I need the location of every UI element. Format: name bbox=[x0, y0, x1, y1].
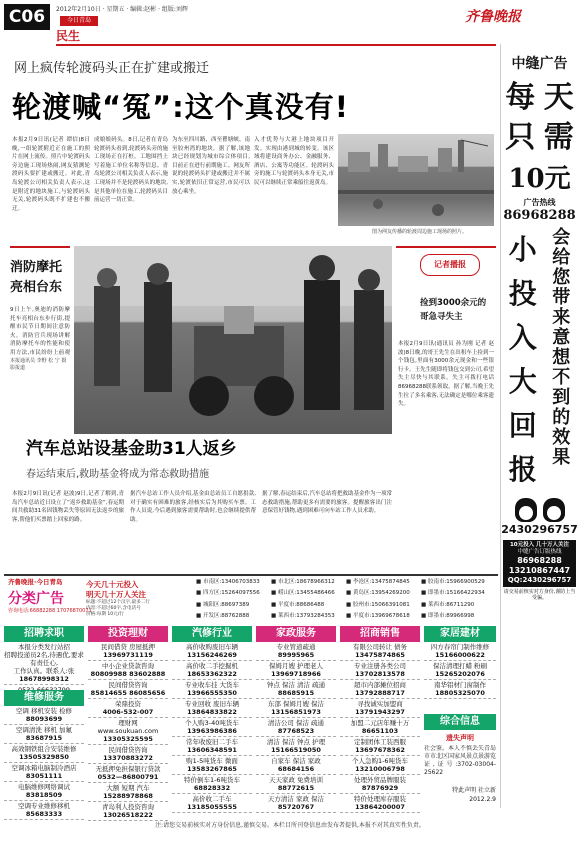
ad-line: 85720767 bbox=[277, 803, 315, 811]
region-contact: ■ 莱西市:13793284353 bbox=[271, 613, 335, 620]
sidebar-price: 10元 bbox=[508, 164, 571, 194]
sidebar-promo: 10元投入 几十万人关注 bbox=[509, 542, 570, 548]
classified-ad bbox=[88, 699, 168, 718]
classified-ad bbox=[340, 756, 420, 775]
slogan-char: 不 bbox=[552, 367, 571, 388]
ad-line: 保洁清理打蜡 粉刷 bbox=[432, 662, 488, 670]
category-home bbox=[424, 626, 496, 699]
classified-ad bbox=[256, 699, 336, 718]
sidebar-hotline-label: 广告热线 bbox=[523, 197, 556, 207]
ad-line: 15166519050 bbox=[271, 746, 321, 754]
classified-ad bbox=[340, 718, 420, 737]
ad-line: 空调专业维修移机 bbox=[18, 802, 70, 810]
lead-column-3: 为东至四川路、西至瞿塘峡、南至胶州湾的地块。据了解,该地块已经规划为城市综合体项目,目前正在进行前期施工。网友所说的轮渡码头扩建或搬迁并不属实,轮渡依旧正常运营,市民可以放心乘坐。 bbox=[172, 137, 250, 195]
ad-line: 招聘投递员2名,待遇优,要求有责任心, bbox=[4, 651, 84, 667]
story4-title: 汽车总站设基金助31人返乡 bbox=[26, 439, 237, 459]
penguin-icons bbox=[501, 498, 578, 522]
ad-line: 高价收二手挖掘机 bbox=[186, 662, 238, 670]
story4-subhead: 春运结束后,救助基金将成为常态救助措施 bbox=[26, 469, 210, 480]
story2-body: 9日上午,奥迪的消防摩托车亮相台东步行街,提醒市民节日期间注意防火。消防官兵现场讲解消防摩托车的性能和使用方法,市民纷纷上前观 bbox=[10, 307, 70, 356]
region-contact: ■ 莱西市:86711290 bbox=[421, 601, 475, 608]
classified-ad bbox=[88, 642, 168, 661]
ad-line: 大额 短期 汽车 bbox=[106, 784, 150, 792]
ad-line: 个人急购1-6吨货车 bbox=[351, 757, 409, 765]
sidebar-slogan bbox=[501, 228, 578, 492]
promo-line-1: 今天几十元投入 bbox=[86, 580, 139, 589]
ad-line: 专业收车挂 大货车 bbox=[184, 681, 240, 689]
ad-line: 空调 移机安装 检修 bbox=[15, 707, 73, 715]
category-repair bbox=[4, 690, 84, 820]
classified-ad bbox=[172, 661, 252, 680]
slogan-char: 入 bbox=[508, 321, 537, 354]
ad-line: 85683333 bbox=[25, 810, 63, 818]
ad-line: 88772615 bbox=[277, 784, 315, 792]
classified-ad bbox=[256, 756, 336, 775]
ad-line: 88685915 bbox=[277, 689, 315, 697]
classified-ad bbox=[88, 718, 168, 745]
region-contact: ■ 市北区:18678966312 bbox=[271, 579, 335, 585]
sidebar-note: 请交易前核实对方身份,谨防上当受骗。 bbox=[503, 589, 576, 601]
story3-title: 捡到3000余元的哥急寻失主 bbox=[420, 298, 487, 322]
sidebar-order-box bbox=[503, 540, 576, 587]
ad-line: 18805325070 bbox=[435, 689, 485, 697]
slogan-char: 您 bbox=[552, 267, 571, 288]
char-mei: 每 bbox=[505, 80, 536, 115]
classified-ad bbox=[4, 763, 84, 782]
promo-rule: 内容:不超过60字,含电话号 bbox=[86, 606, 141, 611]
category-finance bbox=[88, 626, 168, 821]
lead-subhead: 网上疯传轮渡码头正在扩建或搬迁 bbox=[14, 61, 210, 76]
issue-info: 2012年2月10日 · 星期五 · 编辑:赵彬 · 组版:刘辉 bbox=[56, 6, 188, 13]
ad-line: 0532—86800791 bbox=[97, 773, 159, 781]
ad-line: 荣鼎投资 bbox=[115, 700, 141, 708]
reporter-badge bbox=[420, 254, 480, 276]
char-xu: 需 bbox=[543, 120, 574, 155]
ad-line: 加盟二元店年赚十万 bbox=[350, 719, 410, 727]
ad-line: 18678998312 bbox=[19, 675, 69, 683]
classified-ad bbox=[172, 642, 252, 661]
slogan-char: 给 bbox=[552, 247, 571, 268]
category-header: 招聘求职 bbox=[4, 626, 84, 642]
sidebar-hotline: 86968288 bbox=[503, 208, 576, 223]
classified-ad bbox=[340, 775, 420, 794]
classified-ad bbox=[172, 737, 252, 756]
classified-ad bbox=[340, 737, 420, 756]
ad-line: 13156246269 bbox=[187, 651, 237, 659]
lead-photo-caption: 图为网友传播的轮渡周边施工现场的照片。 bbox=[372, 229, 468, 235]
ad-line: 13864833822 bbox=[187, 708, 237, 716]
ad-line: 15166000622 bbox=[435, 651, 485, 659]
region-contact: ■ 胶州市:15066391081 bbox=[346, 601, 410, 608]
ad-line: 高效钢铁组合安装维修 bbox=[11, 745, 77, 753]
region-contact: ■ 黄岛区:13954269200 bbox=[346, 590, 410, 597]
ad-line: 13792888717 bbox=[355, 689, 405, 697]
ad-line: 15288978868 bbox=[103, 792, 153, 800]
ad-line: 购1-5吨货车 微面 bbox=[186, 757, 238, 765]
ad-line: 专业注册各类公司 bbox=[354, 662, 406, 670]
classified-ad bbox=[340, 661, 420, 680]
ad-line: 87768523 bbox=[277, 727, 315, 735]
slogan-right bbox=[552, 228, 570, 492]
category-header: 汽修行业 bbox=[172, 626, 252, 642]
classified-ad bbox=[88, 661, 168, 680]
classified-ad bbox=[88, 764, 168, 783]
ad-line: 13791943297 bbox=[355, 708, 405, 716]
sidebar-title: 中缝广告 bbox=[511, 56, 568, 72]
ad-line: 15265202076 bbox=[435, 670, 485, 678]
ad-line: 超市内部摊位招商 bbox=[354, 681, 406, 689]
ad-line: 83051111 bbox=[25, 772, 63, 780]
sidebar-phone-1: 86968288 bbox=[517, 556, 562, 565]
story4-column-1: 本报2月9日讯(记者 赵波)9日,记者了解到,青岛汽车总站近日设立了“返乡救助基金”,春运期间共救助31名因钱物丢失等原因无法返乡的旅客,帮他们买票踏上回家的路。 bbox=[12, 491, 124, 523]
classified-ad bbox=[172, 775, 252, 794]
ad-line: 13505329850 bbox=[19, 753, 69, 761]
ad-line: 天方清洁 家政 保洁 bbox=[267, 795, 325, 803]
classified-ad bbox=[88, 680, 168, 699]
ad-line: 13185055555 bbox=[187, 803, 237, 811]
slogan-char: 报 bbox=[508, 453, 537, 486]
notice-subhead: 遗失声明 bbox=[446, 734, 474, 742]
story3-body: 本报2月9日讯(通讯员 孙为刚 记者 赵波)8日晚,的哥王先生在出租车上捡到一个钱包,里面有3000余元现金和一些银行卡。王先生随即将钱包交到公司,希望失主尽快与其联系。失主可拨打电话86968288联系领取。据了解,当晚王先生拉了多名乘客,无法确定是哪位乘客遗失。 bbox=[398, 341, 494, 408]
region-contact: ■ 崂山区:13455486466 bbox=[271, 590, 335, 597]
slogan-char: 回 bbox=[508, 409, 537, 442]
char-zhi: 只 bbox=[505, 120, 536, 155]
promo-line-2: 明天几十万人关注 bbox=[86, 590, 146, 599]
ad-line: 理财网 bbox=[118, 719, 138, 727]
ad-line: 85814655 86085656 bbox=[90, 689, 166, 697]
region-contact: ■ 李沧区:13475874845 bbox=[346, 579, 410, 585]
slogan-char: 想 bbox=[552, 347, 571, 368]
ad-line: 13966555350 bbox=[187, 689, 237, 697]
ad-line: 民间借贷 房屋抵押 bbox=[100, 643, 156, 651]
char-tian: 天 bbox=[543, 80, 574, 115]
region-contact: ■ 即墨市:15166422934 bbox=[421, 590, 485, 597]
ad-line: 13583267865 bbox=[187, 765, 237, 773]
lead-column-4: 入才优势与大港上地块项目开发。实现由港到城的转变。该区域将建设商务办公、金融服务、酒店、公寓等功能区。轮渡码头旁的施工与轮渡码头本身无关,市民可以继续正常乘船往返黄岛。 bbox=[254, 137, 334, 186]
slogan-char: 带 bbox=[552, 287, 571, 308]
slogan-char: 意 bbox=[552, 327, 571, 348]
classified-ad bbox=[424, 642, 496, 661]
ad-line: 空调冰箱电脑制冷酒店 bbox=[11, 764, 77, 772]
story4-column-3: 据了解,春运结束后,汽车总站将把救助基金作为一项常态救助措施,帮助更多有需要的旅客。提醒旅客出门注意保管好钱物,遇到困难可向车站工作人员求助。 bbox=[262, 491, 392, 515]
classifieds-title: 分类广告 bbox=[8, 591, 64, 607]
edition-badge: 今日青岛 bbox=[60, 16, 98, 26]
classified-ad bbox=[256, 718, 336, 737]
ad-line: 清洁 保洁 钟点 护理 bbox=[266, 738, 326, 746]
story2-title: 消防摩托 亮相台东 bbox=[10, 260, 63, 295]
ad-line: 南华铝材门窗制作 bbox=[434, 681, 486, 689]
ad-line: 13864200007 bbox=[355, 803, 405, 811]
lead-column-1: 本报2月9日讯(记者 谭信)8日晚,一组轮渡附近正在施工的照片在网上流传。照片中轮渡码头旁边施工现场热闹,网友猜测轮渡码头要扩建或搬迁。对此,青岛轮渡公司相关负责人表示,这是附近的地块施工,与轮渡码头无关,轮渡码头既不扩建也不搬迁。 bbox=[12, 137, 90, 212]
ad-line: 工作认真。联系人:张 bbox=[13, 667, 75, 675]
lead-headline: 轮渡喊“冤”:这个真没有! bbox=[12, 90, 349, 124]
notice-sign: 特此声明 社立新 2012.2.9 bbox=[452, 787, 496, 803]
ad-line: 68828332 bbox=[193, 784, 231, 792]
margin-ad-sidebar bbox=[500, 44, 578, 808]
slogan-char: 投 bbox=[508, 277, 537, 310]
ad-line: 清洁公司 保洁 疏通 bbox=[267, 719, 325, 727]
promo-rules bbox=[86, 600, 150, 618]
classified-ad bbox=[4, 744, 84, 763]
ad-line: 68684156 bbox=[277, 765, 315, 773]
classified-ad bbox=[340, 794, 420, 813]
ad-line: 有限公司转让 债务 bbox=[352, 643, 408, 651]
ad-line: 13026518222 bbox=[103, 811, 153, 819]
category-header: 家政服务 bbox=[256, 626, 336, 642]
notice-box bbox=[424, 714, 496, 804]
ad-line: 89995965 bbox=[277, 651, 315, 659]
ad-line: 13697678362 bbox=[355, 746, 405, 754]
ad-line: 13370883272 bbox=[103, 754, 153, 762]
classified-ad bbox=[172, 794, 252, 813]
promo-rule: 价格:每期 10元/行 bbox=[86, 612, 124, 617]
ad-line: 13475874865 bbox=[355, 651, 405, 659]
category-header: 招商销售 bbox=[340, 626, 420, 642]
category-header: 维修服务 bbox=[4, 690, 84, 706]
slogan-char: 大 bbox=[508, 365, 537, 398]
ad-line: 高价收二手车 bbox=[192, 795, 232, 803]
ad-line: 88093699 bbox=[25, 715, 63, 723]
region-contact: ■ 市南区:13406703833 bbox=[196, 579, 260, 585]
classified-ad bbox=[340, 680, 420, 699]
category-jobs bbox=[4, 626, 84, 696]
construction-site-image bbox=[338, 134, 494, 226]
slogan-char: 来 bbox=[552, 307, 571, 328]
slogan-char: 到 bbox=[552, 387, 571, 408]
ad-line: 4006-532-007 bbox=[102, 708, 154, 716]
sidebar-qq-2: QQ:2430296757 bbox=[507, 576, 572, 584]
ad-line: 钟点 保洁 清洁 疏通 bbox=[266, 681, 326, 689]
story2-photo bbox=[74, 246, 392, 434]
ad-line: 个人购3-40吨货车 bbox=[185, 719, 239, 727]
ad-line: 保姆月嫂 护理老人 bbox=[268, 662, 324, 670]
ad-line: 专业回收 废旧车辆 bbox=[184, 700, 240, 708]
promo-rule: 标题:不超过12个汉字,最多二行 bbox=[86, 600, 150, 605]
story4-column-2: 据汽车总站工作人员介绍,基金由总站员工自愿捐款,对于确实有困难的旅客,经核实后为其购买车票。工作人员说,今后遇到旅客需要帮助时,也会继续提供帮助。 bbox=[130, 491, 256, 523]
region-contact: ■ 即墨市:89966998 bbox=[421, 613, 475, 620]
story2-credit: 本报通讯员 李野 松 宁 摄影报道 bbox=[10, 358, 67, 371]
ad-line: 民间借贷咨询 bbox=[108, 681, 148, 689]
slogan-char: 的 bbox=[552, 407, 571, 428]
slogan-char: 会 bbox=[552, 227, 571, 248]
ad-line: 东部 保姆月嫂 保洁 bbox=[267, 700, 325, 708]
ad-line: 80809988 83602888 bbox=[90, 670, 166, 678]
ad-line: 13969731119 bbox=[103, 651, 153, 659]
ad-line: 特价处理库存服装 bbox=[354, 795, 406, 803]
classified-ad bbox=[4, 782, 84, 801]
ad-line: 定制团体工装西服 bbox=[354, 738, 406, 746]
ad-line: 83687915 bbox=[25, 734, 63, 742]
lead-photo bbox=[338, 134, 494, 226]
region-contact: ■ 胶南市:15966900529 bbox=[421, 579, 485, 585]
sidebar-order-label: 中缝广告订版热线 bbox=[517, 549, 562, 555]
classified-ad bbox=[256, 775, 336, 794]
category-header: 投资理财 bbox=[88, 626, 168, 642]
ad-line: 本报分类发行站招 bbox=[18, 643, 70, 651]
region-contact: ■ 平度市:88686488 bbox=[271, 601, 325, 608]
ad-line: 13210006798 bbox=[355, 765, 405, 773]
category-business bbox=[340, 626, 420, 813]
slogan-char: 小 bbox=[508, 233, 537, 266]
classified-ad bbox=[172, 756, 252, 775]
classifieds-logo: 齐鲁晚报·今日青岛 bbox=[8, 578, 63, 586]
classified-ad bbox=[424, 661, 496, 680]
ad-line: 寻找诚实加盟商 bbox=[357, 700, 403, 708]
notice-body: 社会鉴。本人不慎丢失青岛市市北区国家风景点景游览证,证号:3702-03004-25622 bbox=[424, 745, 496, 777]
ad-line: www.soukuan.com bbox=[97, 727, 159, 735]
sidebar-phone-2: 13210867447 bbox=[508, 566, 571, 575]
ad-line: 四方春帘门制作维修 bbox=[430, 643, 490, 651]
lead-column-2: 成娘娘码头。8日,记者在青岛轮渡码头看到,轮渡码头旁的施工现场正在打桩。工地围挡上写着施工单位名称等信息。青岛轮渡公司相关负责人表示,施工现场并不是轮渡码头的地块,是其他单位在施工,轮渡码头目前运营一切正常。 bbox=[94, 137, 168, 204]
classified-ad bbox=[4, 801, 84, 820]
story3-rule bbox=[396, 246, 496, 254]
ad-line: 13156851973 bbox=[271, 708, 321, 716]
classified-ad bbox=[256, 737, 336, 756]
classified-ad bbox=[4, 706, 84, 725]
sidebar-only bbox=[501, 118, 578, 158]
qq-penguin-icon bbox=[515, 498, 537, 522]
classifieds-hotline: 咨询电话:66882288 17076870071 bbox=[8, 608, 92, 614]
category-header: 家居建材 bbox=[424, 626, 496, 642]
slogan-char: 效 bbox=[552, 427, 571, 448]
classified-ad bbox=[340, 699, 420, 718]
classified-ad bbox=[256, 642, 336, 661]
ad-line: 空调清洗 移机 加氟 bbox=[15, 726, 73, 734]
classified-ad bbox=[172, 718, 252, 737]
ad-line: 13702813578 bbox=[355, 670, 405, 678]
notice-header: 综合信息 bbox=[424, 714, 496, 730]
slogan-left bbox=[509, 228, 537, 492]
classified-ad bbox=[256, 661, 336, 680]
classified-ad bbox=[340, 642, 420, 661]
ad-line: 专业管道疏通 bbox=[276, 643, 316, 651]
ad-line: 83818509 bbox=[25, 791, 63, 799]
classified-ad bbox=[256, 680, 336, 699]
paper-logo: 齐鲁晚报 bbox=[465, 9, 521, 25]
region-contact: ■ 城阳区:88697389 bbox=[196, 601, 250, 608]
category-housekeeping bbox=[256, 626, 336, 813]
slogan-char: 果 bbox=[552, 447, 571, 468]
ad-line: 常年收废旧二手车 bbox=[186, 738, 238, 746]
sidebar-qq: 2430296757 bbox=[501, 523, 578, 536]
ad-line: 13305325595 bbox=[103, 735, 153, 743]
ad-line: 民间借贷咨询 bbox=[108, 746, 148, 754]
page-number: C06 bbox=[4, 4, 50, 30]
page-footer: 注:请您交易前核实对方身份信息,谨慎交易。本栏目所刊登信息由发布者提供,本报不对其真实性负责。 bbox=[155, 822, 425, 829]
classified-ad bbox=[172, 680, 252, 699]
classified-ad bbox=[424, 680, 496, 699]
region-contact: ■ 开发区:88762888 bbox=[196, 613, 250, 620]
sidebar-daily bbox=[501, 78, 578, 118]
classified-ad bbox=[88, 783, 168, 802]
ad-line: 无抵押免担保银行贷款 bbox=[95, 765, 161, 773]
header-rule bbox=[56, 44, 496, 46]
classified-ad bbox=[256, 794, 336, 813]
section-name: 民生 bbox=[56, 29, 81, 43]
ad-line: 13606348591 bbox=[187, 746, 237, 754]
classified-ad bbox=[4, 725, 84, 744]
fire-motorcycle-image bbox=[74, 246, 392, 434]
classified-ad bbox=[4, 642, 84, 685]
region-contacts bbox=[196, 579, 496, 621]
classified-ad bbox=[88, 745, 168, 764]
story2-box bbox=[10, 246, 70, 371]
ad-line: 13963986386 bbox=[187, 727, 237, 735]
ad-line: 青岛利人投资咨询 bbox=[102, 803, 154, 811]
category-auto bbox=[172, 626, 252, 813]
ad-line: 18653362322 bbox=[187, 670, 237, 678]
ad-line: 高价收购废旧车辆 bbox=[186, 643, 238, 651]
region-contact: ■ 平度市:13969678618 bbox=[346, 613, 410, 620]
qq-penguin-icon bbox=[543, 498, 565, 522]
ad-line: 86651103 bbox=[361, 727, 399, 735]
reporter-badge-label: 记者播报 bbox=[434, 260, 466, 269]
ad-line: 中小企业贷款咨询 bbox=[102, 662, 154, 670]
ad-line: 处理外贸品牌服装 bbox=[354, 776, 406, 784]
classified-ad bbox=[172, 699, 252, 718]
region-contact: ■ 四方区:15264097556 bbox=[196, 590, 260, 597]
ad-line: 自家车 保洁 家政 bbox=[271, 757, 321, 765]
ad-line: 特价倒车1-6吨货车 bbox=[183, 776, 241, 784]
ad-line: 87876929 bbox=[361, 784, 399, 792]
ad-line: 天天家政 免费培训 bbox=[268, 776, 324, 784]
ad-line: 13969718966 bbox=[271, 670, 321, 678]
classified-ad bbox=[88, 802, 168, 821]
ad-line: 电脑维修网络调试 bbox=[18, 783, 70, 791]
